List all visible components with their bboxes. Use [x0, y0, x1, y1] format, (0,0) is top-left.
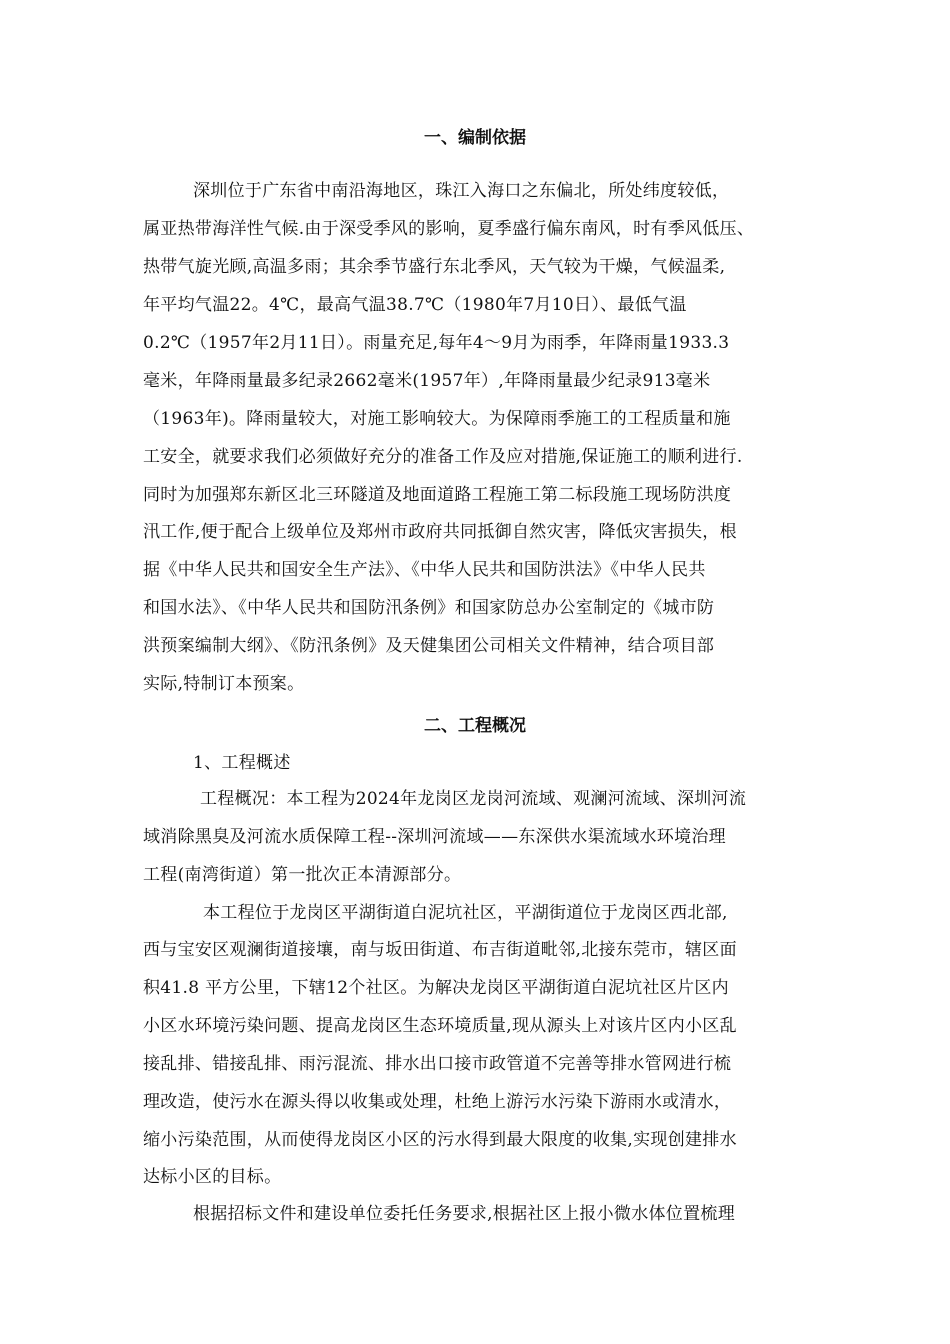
- paragraph-line: 据《中华人民共和国安全生产法》、《中华人民共和国防洪法》《中华人民共: [143, 560, 706, 580]
- paragraph-line: 小区水环境污染问题、提高龙岗区生态环境质量,现从源头上对该片区内小区乱: [143, 1016, 737, 1036]
- paragraph-line: 热带气旋光顾,高温多雨；其余季节盛行东北季风，天气较为干燥，气候温柔,: [143, 257, 726, 277]
- paragraph-line: 年平均气温22。4℃，最高气温38.7℃（1980年7月10日）、最低气温: [143, 295, 687, 315]
- paragraph-line: 缩小污染范围，从而使得龙岗区小区的污水得到最大限度的收集,实现创建排水: [143, 1130, 737, 1150]
- paragraph-line: 理改造，使污水在源头得以收集或处理，杜绝上游污水污染下游雨水或清水，: [143, 1092, 732, 1112]
- paragraph-line: 西与宝安区观澜街道接壤，南与坂田街道、布吉街道毗邻,北接东莞市，辖区面: [143, 940, 737, 960]
- paragraph-line: 工程概况：本工程为2024年龙岗区龙岗河流域、观澜河流域、深圳河流: [200, 789, 747, 809]
- paragraph-line: 实际,特制订本预案。: [143, 674, 305, 694]
- paragraph-line: 积41.8 平方公里，下辖12个社区。为解决龙岗区平湖街道白泥坑社区片区内: [143, 978, 729, 998]
- paragraph-line: 工安全，就要求我们必须做好充分的准备工作及应对措施,保证施工的顺利进行.: [143, 447, 743, 467]
- paragraph-line: 达标小区的目标。: [143, 1167, 282, 1187]
- paragraph-line: （1963年)。降雨量较大，对施工影响较大。为保障雨季施工的工程质量和施: [143, 409, 731, 429]
- paragraph-line: 同时为加强郑东新区北三环隧道及地面道路工程施工第二标段施工现场防洪度: [143, 485, 732, 505]
- paragraph-line: 属亚热带海洋性气候.由于深受季风的影响，夏季盛行偏东南风，时有季风低压、: [143, 219, 755, 239]
- paragraph-line: 接乱排、错接乱排、雨污混流、排水出口接市政管道不完善等排水管网进行梳: [143, 1054, 732, 1074]
- paragraph-line: 和国水法》、《中华人民共和国防汛条例》和国家防总办公室制定的《城市防: [143, 598, 715, 618]
- paragraph-line: 工程(南湾街道）第一批次正本清源部分。: [143, 865, 462, 885]
- paragraph-line: 洪预案编制大纲》、《防汛条例》及天健集团公司相关文件精神，结合项目部: [143, 636, 715, 656]
- paragraph-line: 域消除黑臭及河流水质保障工程--深圳河流域——东深供水渠流域水环境治理: [143, 827, 726, 847]
- paragraph-line: 汛工作,便于配合上级单位及郑州市政府共同抵御自然灾害，降低灾害损失，根: [143, 522, 737, 542]
- section-heading-overview: 二、工程概况: [424, 716, 526, 736]
- subheading-overview: 1、工程概述: [193, 753, 291, 773]
- paragraph-line: 毫米，年降雨量最多纪录2662毫米(1957年）,年降雨量最少纪录913毫米: [143, 371, 711, 391]
- paragraph-line: 根据招标文件和建设单位委托任务要求,根据社区上报小微水体位置梳理: [193, 1204, 736, 1224]
- paragraph-line: 0.2℃（1957年2月11日）。雨量充足,每年4～9月为雨季，年降雨量1933.3: [143, 333, 730, 353]
- paragraph-line: 深圳位于广东省中南沿海地区，珠江入海口之东偏北，所处纬度较低，: [193, 181, 730, 201]
- section-heading-basis: 一、编制依据: [424, 128, 526, 148]
- paragraph-line: 本工程位于龙岗区平湖街道白泥坑社区，平湖街道位于龙岗区西北部,: [203, 903, 728, 923]
